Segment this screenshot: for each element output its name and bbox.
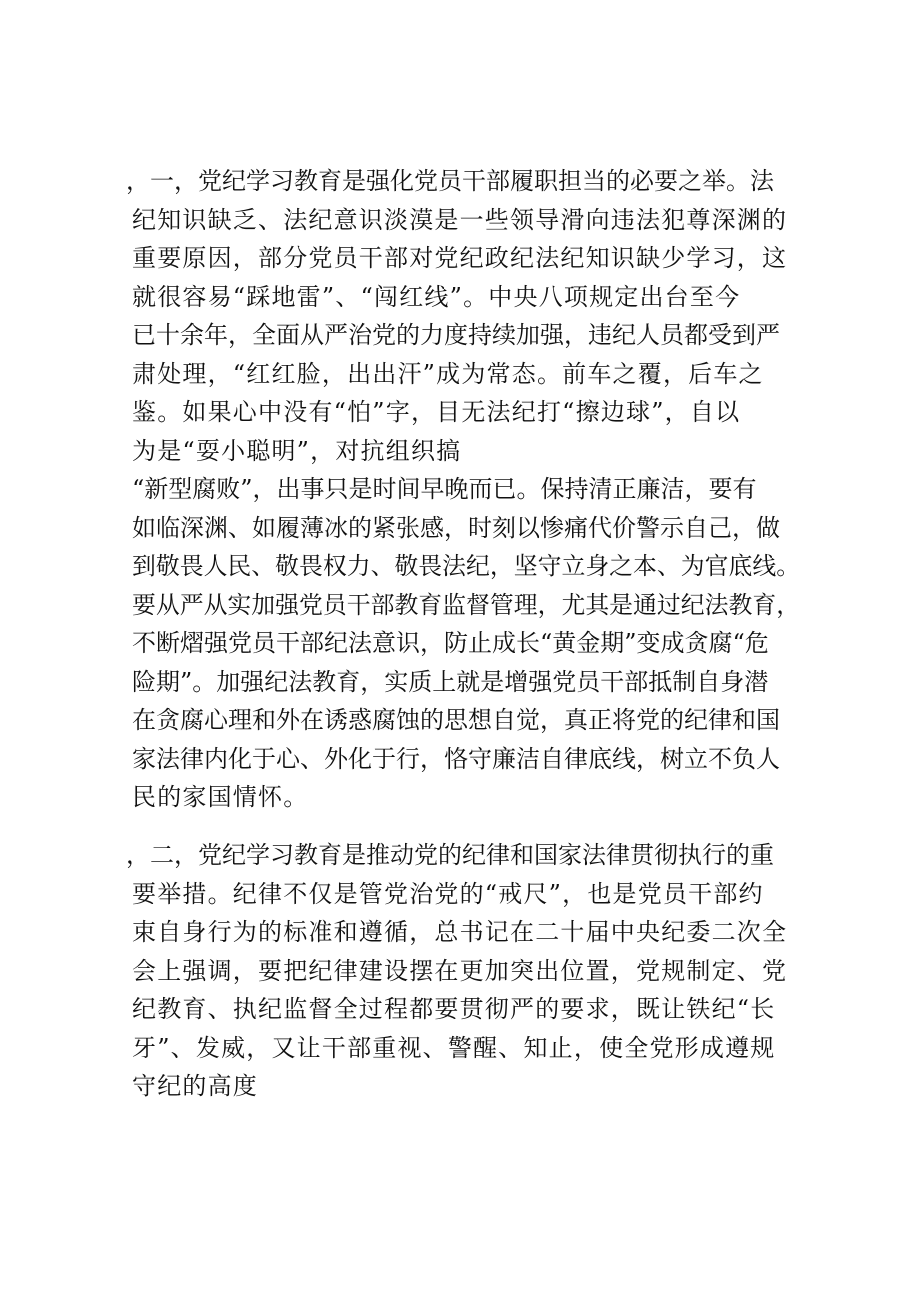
paragraph-line: 要从严从实加强党员干部教育监督管理，尤其是通过纪法教育，	[132, 590, 801, 619]
paragraph-line: 肃处理，“红红脸，出出汗”成为常态。前车之覆，后车之	[132, 359, 764, 388]
paragraph-line: ，一，党纪学习教育是强化党员干部履职担当的必要之举。法	[126, 167, 774, 195]
paragraph-line: 要举措。纪律不仅是管党治党的“戒尺”，也是党员干部约	[132, 879, 764, 908]
paragraph-line: 鉴。如果心中没有“怕”字，目无法纪打“擦边球”，自以	[132, 398, 741, 426]
paragraph-line: “新型腐败”，出事只是时间早晚而已。保持清正廉洁，要有	[132, 475, 757, 503]
paragraph-line: 在贪腐心理和外在诱惑腐蚀的思想自觉，真正将党的纪律和国	[132, 706, 780, 734]
paragraph-line: 牙”、发威，又让干部重视、警醒、知止，使全党形成遵规	[132, 1033, 776, 1062]
paragraph-line: 纪知识缺乏、法纪意识淡漠是一些领导滑向违法犯尊深渊的	[132, 205, 788, 234]
paragraph-line: 为是“耍小聪明”，对抗组织搞	[132, 436, 462, 465]
paragraph-1	[126, 162, 801, 817]
paragraph-line: ，二，党纪学习教育是推动党的纪律和国家法律贯彻执行的重	[126, 841, 774, 869]
paragraph-line: 守纪的高度	[132, 1072, 258, 1100]
paragraph-line: 束自身行为的标准和遵循，总书记在二十届中央纪委二次全	[132, 918, 788, 946]
paragraph-line: 纪教育、执纪监督全过程都要贯彻严的要求，既让铁纪“长	[132, 995, 776, 1023]
paragraph-line: 已十余年，全面从严治党的力度持续加强，违纪人员都受到严	[132, 321, 780, 349]
paragraph-2	[126, 836, 792, 1106]
paragraph-line: 不断熠强党员干部纪法意识，防止成长“黄金期”变成贪腐“危	[132, 629, 769, 657]
paragraph-line: 家法律内化于心、外化于行，恪守廉洁自律底线，树立不负人	[132, 744, 780, 773]
paragraph-line: 就很容易“踩地雷”、“闯红线”。中央八项规定出台至今	[132, 282, 741, 311]
paragraph-line: 会上强调，要把纪律建设摆在更加突出位置，党规制定、党	[132, 956, 788, 985]
paragraph-line: 民的家国情怀。	[132, 783, 309, 811]
paragraph-line: 险期”。加强纪法教育，实质上就是增强党员干部抵制自身潜	[132, 667, 769, 696]
paragraph-line: 重要原因，部分党员干部对党纪政纪法纪知识缺少学习，这	[132, 244, 788, 272]
paragraph-line: 到敬畏人民、敬畏权力、敬畏法纪，坚守立身之本、为官底线。	[132, 552, 801, 580]
paragraph-line: 如临深渊、如履薄冰的紧张感，时刻以惨痛代价警示自己，做	[132, 513, 780, 542]
